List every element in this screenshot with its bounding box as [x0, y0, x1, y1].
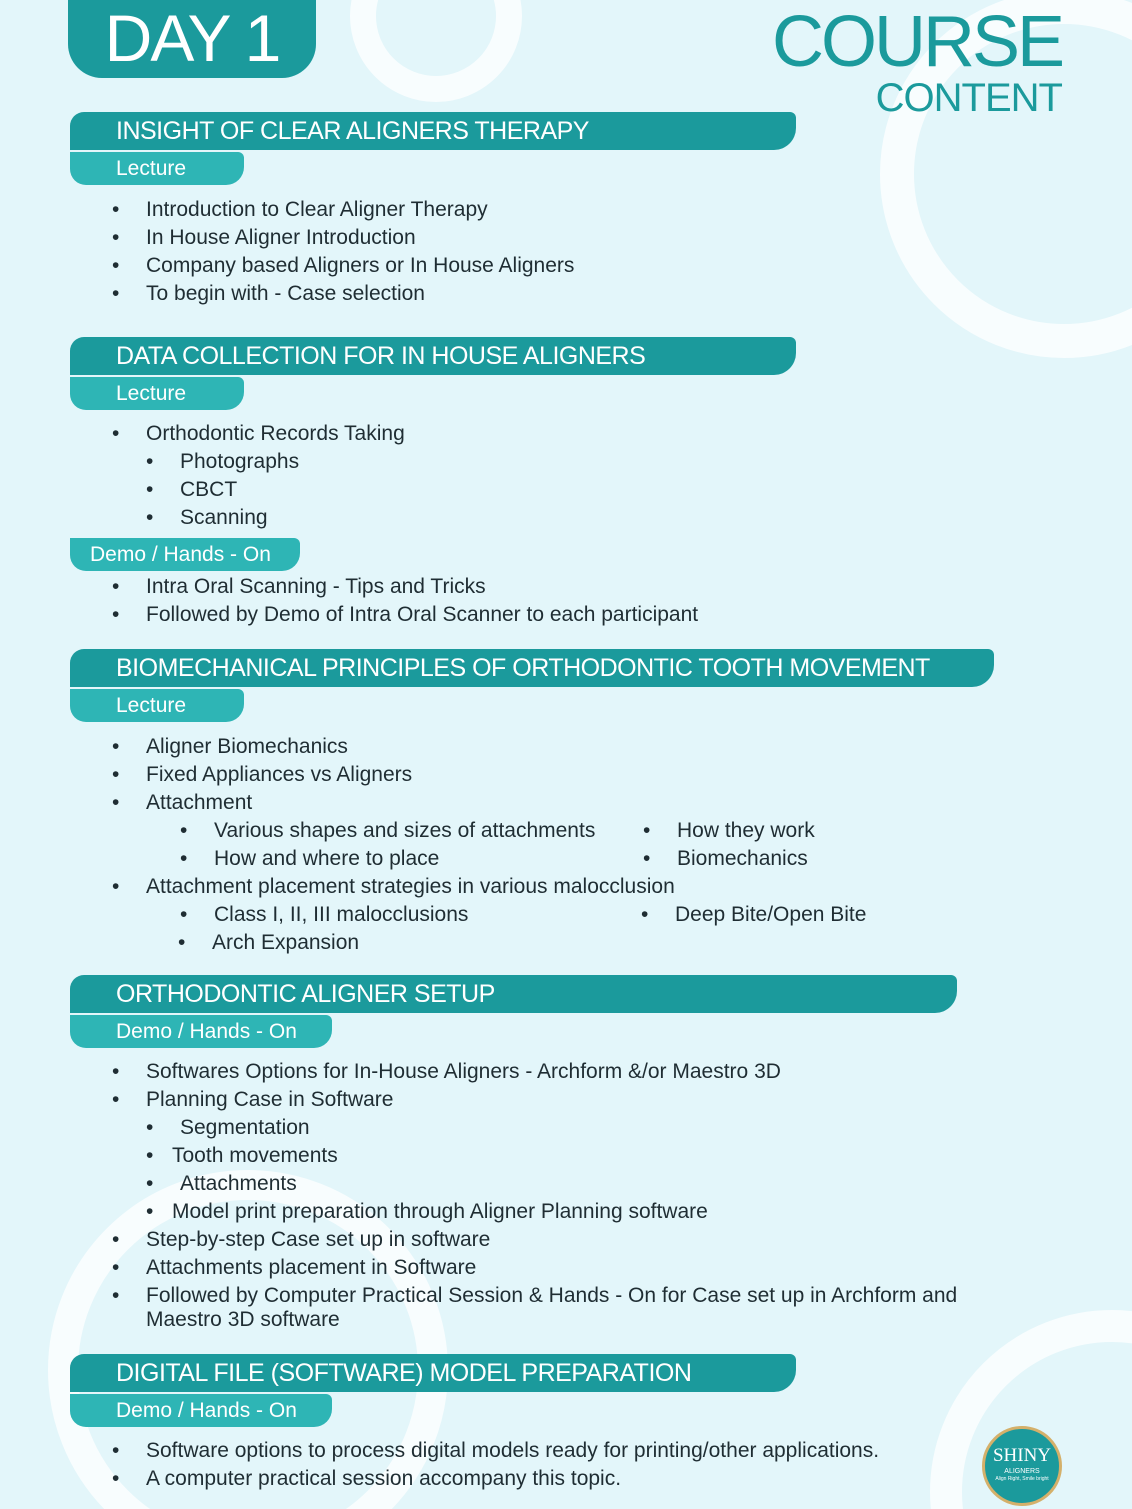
list-item: • CBCT	[146, 478, 238, 501]
list-item: • Software options to process digital models ready for printing/other applications.	[112, 1439, 880, 1462]
tag-demo-hands-on: Demo / Hands - On	[70, 1015, 332, 1048]
day-badge: DAY 1	[68, 0, 316, 78]
list-item: • Segmentation	[146, 1116, 310, 1139]
course-content-title	[771, 2, 1062, 120]
list-item: • Aligner Biomechanics	[112, 735, 348, 758]
list-item: • A computer practical session accompany this topic.	[112, 1467, 622, 1490]
list-item: • Fixed Appliances vs Aligners	[112, 763, 413, 786]
list-item: • Photographs	[146, 450, 300, 473]
list-item: • Attachment	[112, 791, 253, 814]
title-line-1: COURSE	[771, 2, 1062, 82]
logo-tagline: Align Right, Smile bright	[995, 1476, 1049, 1482]
decor-ring-top	[350, 0, 522, 102]
list-item: • Deep Bite/Open Bite	[641, 903, 867, 926]
section-title-biomechanical: BIOMECHANICAL PRINCIPLES OF ORTHODONTIC TOOTH MOVEMENT	[70, 649, 994, 687]
list-item: • Attachment placement strategies in various malocclusion	[112, 875, 675, 898]
logo-name: SHINY	[992, 1445, 1052, 1466]
list-item: • Attachments placement in Software	[112, 1256, 477, 1279]
section-title-insight: INSIGHT OF CLEAR ALIGNERS THERAPY	[70, 112, 796, 150]
tag-demo-hands-on: Demo / Hands - On	[70, 538, 300, 571]
list-item: • Various shapes and sizes of attachments	[180, 819, 596, 842]
list-item: • Intra Oral Scanning - Tips and Tricks	[112, 575, 486, 598]
list-item: • Softwares Options for In-House Aligners - Archform &/or Maestro 3D	[112, 1060, 781, 1083]
tag-lecture: Lecture	[70, 152, 244, 185]
list-item-continuation: Maestro 3D software	[146, 1308, 340, 1331]
list-item: • Company based Aligners or In House Aligners	[112, 254, 575, 277]
list-item: • Model print preparation through Aligner Planning software	[146, 1200, 708, 1223]
list-item: • Orthodontic Records Taking	[112, 422, 405, 445]
section-title-aligner-setup: ORTHODONTIC ALIGNER SETUP	[70, 975, 957, 1013]
title-line-2: CONTENT	[875, 76, 1062, 120]
shiny-aligners-logo	[982, 1426, 1062, 1506]
list-item: • Followed by Demo of Intra Oral Scanner to each participant	[112, 603, 699, 626]
section-title-data-collection: DATA COLLECTION FOR IN HOUSE ALIGNERS	[70, 337, 796, 375]
list-item: • Tooth movements	[146, 1144, 338, 1167]
tag-lecture: Lecture	[70, 377, 244, 410]
list-item: • Arch Expansion	[178, 931, 360, 954]
tag-demo-hands-on: Demo / Hands - On	[70, 1394, 332, 1427]
list-item: • Class I, II, III malocclusions	[180, 903, 469, 926]
logo-sub: ALIGNERS	[1004, 1468, 1040, 1475]
tag-lecture: Lecture	[70, 689, 244, 722]
list-item: • To begin with - Case selection	[112, 282, 425, 305]
list-item: • How they work	[643, 819, 815, 842]
list-item: • Step-by-step Case set up in software	[112, 1228, 491, 1251]
list-item: • Followed by Computer Practical Session & Hands - On for Case set up in Archform and	[112, 1284, 958, 1307]
section-title-digital-file: DIGITAL FILE (SOFTWARE) MODEL PREPARATION	[70, 1354, 796, 1392]
list-item: • In House Aligner Introduction	[112, 226, 416, 249]
list-item: • Planning Case in Software	[112, 1088, 394, 1111]
list-item: • Introduction to Clear Aligner Therapy	[112, 198, 488, 221]
list-item: • Attachments	[146, 1172, 297, 1195]
list-item: • Biomechanics	[643, 847, 808, 870]
list-item: • How and where to place	[180, 847, 440, 870]
list-item: • Scanning	[146, 506, 268, 529]
